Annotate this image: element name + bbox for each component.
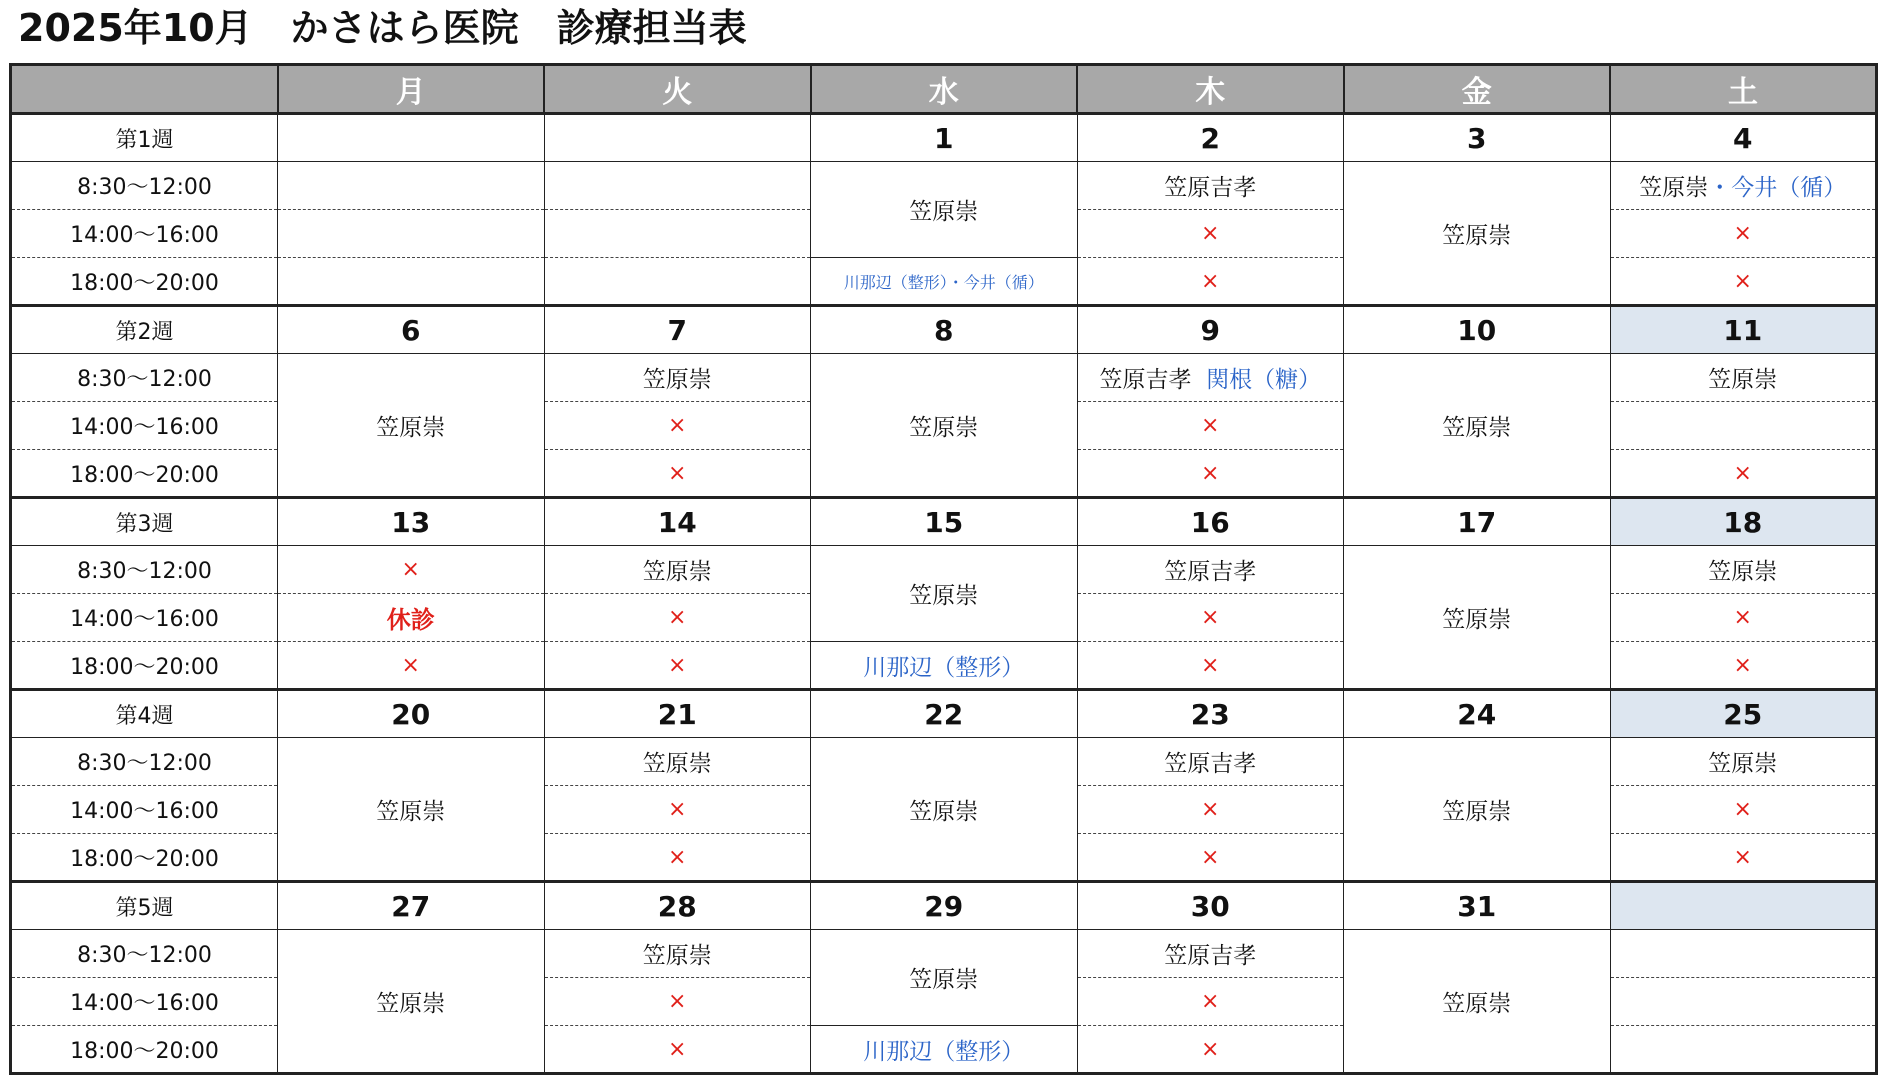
date-cell: 21 [544,690,811,738]
time-slot-label: 18:00〜20:00 [11,834,278,882]
unavailable-mark: × [1610,258,1877,306]
unavailable-mark: × [1610,210,1877,258]
doctor-cell: 笠原崇 [544,738,811,786]
page-title: 2025年10月 かさはら医院 診療担当表 [18,6,747,50]
date-cell: 30 [1077,882,1344,930]
date-cell: 8 [811,306,1078,354]
doctor-cell: 笠原崇 [1344,354,1611,498]
date-cell: 16 [1077,498,1344,546]
unavailable-mark: × [278,546,545,594]
unavailable-mark: × [1077,642,1344,690]
date-cell: 25 [1610,690,1877,738]
doctor-cell: 笠原崇 [811,738,1078,882]
date-cell: 18 [1610,498,1877,546]
time-slot-label: 18:00〜20:00 [11,1026,278,1074]
unavailable-mark: × [544,1026,811,1074]
doctor-cell: 笠原吉孝 [1077,930,1344,978]
date-cell: 20 [278,690,545,738]
unavailable-mark: × [1610,642,1877,690]
schedule-cell [1610,1026,1877,1074]
schedule-cell [544,210,811,258]
unavailable-mark: × [544,450,811,498]
doctor-cell: 川那辺（整形） [811,1026,1078,1074]
date-cell: 27 [278,882,545,930]
time-slot-label: 8:30〜12:00 [11,162,278,210]
doctor-cell: 笠原崇 [544,930,811,978]
closed-label: 休診 [278,594,545,642]
unavailable-mark: × [1077,594,1344,642]
schedule-cell [544,258,811,306]
date-cell: 24 [1344,690,1611,738]
schedule-cell [1610,930,1877,978]
date-cell: 4 [1610,114,1877,162]
date-cell: 10 [1344,306,1611,354]
schedule-cell [544,162,811,210]
unavailable-mark: × [1077,402,1344,450]
date-cell [278,114,545,162]
unavailable-mark: × [1077,978,1344,1026]
time-slot-label: 14:00〜16:00 [11,402,278,450]
week-row [11,690,1877,738]
unavailable-mark: × [1610,786,1877,834]
doctor-cell: 笠原崇 [1344,738,1611,882]
date-cell: 2 [1077,114,1344,162]
time-slot-label: 18:00〜20:00 [11,642,278,690]
unavailable-mark: × [1077,834,1344,882]
date-cell: 11 [1610,306,1877,354]
date-cell: 7 [544,306,811,354]
week-label: 第1週 [11,114,278,162]
schedule-cell [278,210,545,258]
date-cell: 14 [544,498,811,546]
date-cell: 28 [544,882,811,930]
doctor-cell: 笠原崇・今井（循） [1610,162,1877,210]
time-slot-label: 8:30〜12:00 [11,546,278,594]
date-cell: 29 [811,882,1078,930]
unavailable-mark: × [544,834,811,882]
week-label: 第2週 [11,306,278,354]
date-cell: 1 [811,114,1078,162]
week-row [11,114,1877,162]
time-slot-label: 8:30〜12:00 [11,930,278,978]
unavailable-mark: × [1077,450,1344,498]
day-header-mon: 月 [278,65,545,114]
time-slot-label: 18:00〜20:00 [11,258,278,306]
unavailable-mark: × [278,642,545,690]
day-header-tue: 火 [544,65,811,114]
unavailable-mark: × [544,642,811,690]
unavailable-mark: × [1610,450,1877,498]
time-slot-label: 14:00〜16:00 [11,594,278,642]
date-cell [544,114,811,162]
doctor-cell: 笠原崇 [278,930,545,1074]
unavailable-mark: × [1077,210,1344,258]
date-cell: 17 [1344,498,1611,546]
unavailable-mark: × [544,594,811,642]
doctor-cell: 笠原崇 [811,930,1078,1026]
doctor-cell: 笠原崇 [1344,930,1611,1074]
doctor-cell: 笠原崇 [811,354,1078,498]
time-slot-label: 14:00〜16:00 [11,786,278,834]
day-header-sat: 土 [1610,65,1877,114]
week-label: 第5週 [11,882,278,930]
date-cell: 6 [278,306,545,354]
unavailable-mark: × [1610,834,1877,882]
week-row [11,306,1877,354]
week-label: 第4週 [11,690,278,738]
doctor-cell: 笠原吉孝 [1077,546,1344,594]
date-cell: 9 [1077,306,1344,354]
doctor-cell: 笠原崇 [544,354,811,402]
week-row [11,498,1877,546]
doctor-cell: 笠原崇 [1610,546,1877,594]
unavailable-mark: × [1077,258,1344,306]
doctor-cell: 笠原崇 [278,354,545,498]
doctor-cell: 川那辺（整形） [811,642,1078,690]
schedule-cell [278,258,545,306]
doctor-cell: 笠原崇 [1610,354,1877,402]
date-cell: 22 [811,690,1078,738]
day-header-row [11,65,1877,114]
date-cell: 13 [278,498,545,546]
unavailable-mark: × [1077,1026,1344,1074]
time-slot-label: 8:30〜12:00 [11,354,278,402]
day-header-fri: 金 [1344,65,1611,114]
date-cell: 15 [811,498,1078,546]
schedule-cell [1610,402,1877,450]
doctor-cell: 笠原崇 [811,546,1078,642]
day-header-thu: 木 [1077,65,1344,114]
date-cell: 3 [1344,114,1611,162]
doctor-cell: 笠原崇 [544,546,811,594]
time-slot-label: 14:00〜16:00 [11,210,278,258]
day-header-wed: 水 [811,65,1078,114]
unavailable-mark: × [1610,594,1877,642]
doctor-cell: 笠原崇 [278,738,545,882]
doctor-cell: 笠原崇 [1344,162,1611,306]
schedule-table [9,63,1878,1075]
doctor-cell: 笠原吉孝 関根（糖） [1077,354,1344,402]
doctor-cell: 川那辺（整形）・今井（循） [811,258,1078,306]
week-row [11,882,1877,930]
time-slot-label: 18:00〜20:00 [11,450,278,498]
date-cell: 23 [1077,690,1344,738]
doctor-cell: 笠原崇 [1610,738,1877,786]
schedule-cell [1610,978,1877,1026]
doctor-cell: 笠原吉孝 [1077,162,1344,210]
doctor-cell: 笠原崇 [811,162,1078,258]
time-slot-label: 14:00〜16:00 [11,978,278,1026]
time-slot-label: 8:30〜12:00 [11,738,278,786]
unavailable-mark: × [544,402,811,450]
unavailable-mark: × [544,978,811,1026]
corner-header [11,65,278,114]
date-cell [1610,882,1877,930]
date-cell: 31 [1344,882,1611,930]
doctor-cell: 笠原吉孝 [1077,738,1344,786]
schedule-cell [278,162,545,210]
week-label: 第3週 [11,498,278,546]
doctor-cell: 笠原崇 [1344,546,1611,690]
unavailable-mark: × [544,786,811,834]
unavailable-mark: × [1077,786,1344,834]
